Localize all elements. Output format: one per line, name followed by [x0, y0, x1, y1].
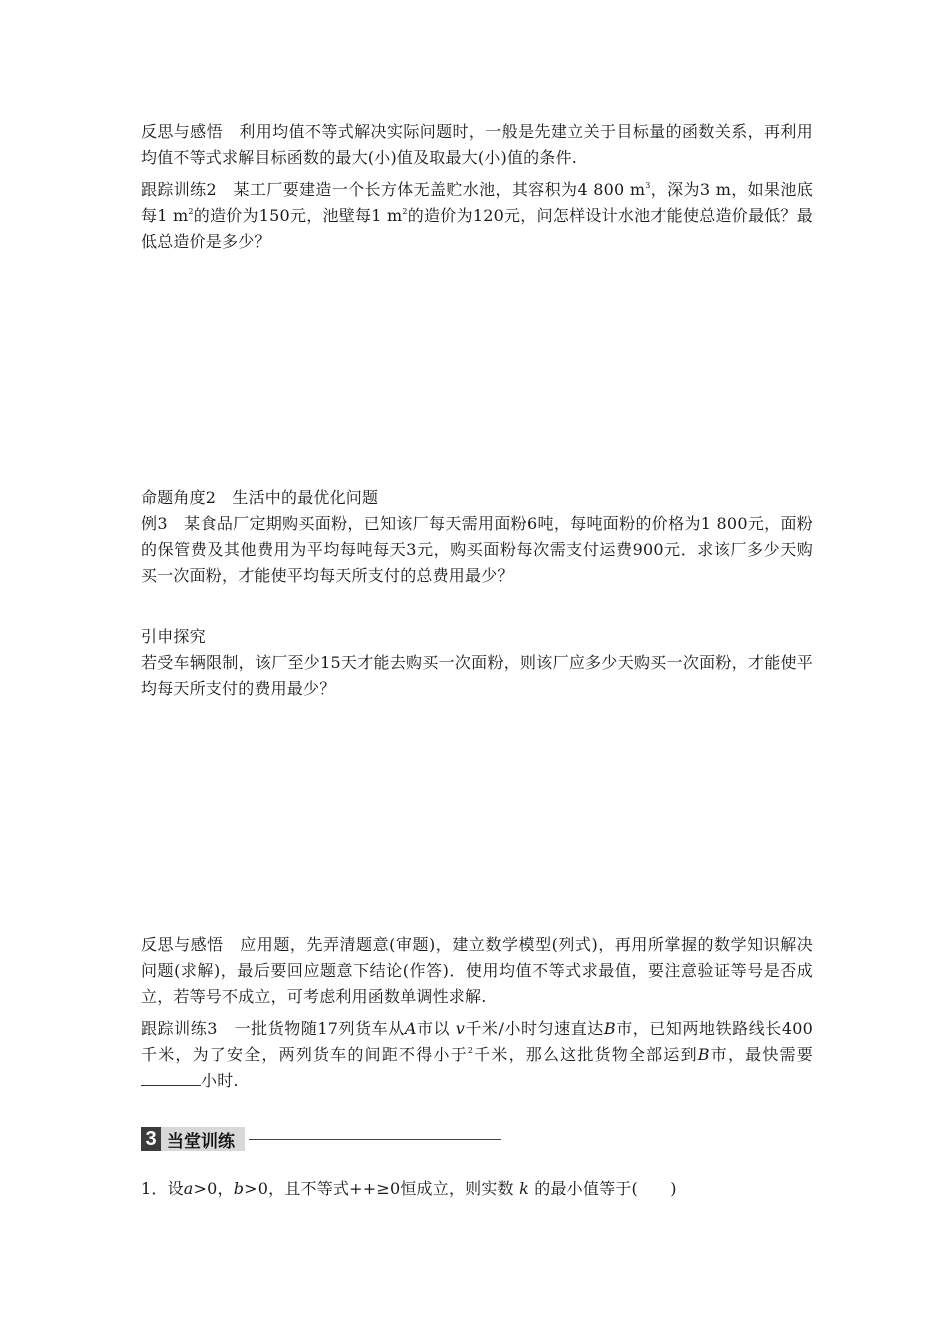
- extension-text: 若受车辆限制，该厂至少15天才能去购买一次面粉，则该厂应多少天购买一次面粉，才能使平均每天所支付的费用最少？: [141, 653, 813, 698]
- q1-text-2: >0，且不等式++≥0恒成立，则实数: [244, 1179, 514, 1198]
- reflection-label: 反思与感悟: [141, 122, 223, 141]
- training-3-text-f: 市，最快需要: [709, 1045, 813, 1064]
- superscript-2c: 2: [467, 1046, 474, 1055]
- city-b: B: [603, 1019, 616, 1038]
- training-2-text-c: 的造价为150元，池壁每1 m: [193, 206, 403, 225]
- speed-v: v: [455, 1019, 465, 1038]
- reflection-paragraph-2: [141, 932, 813, 1010]
- section-title: 当堂训练: [161, 1127, 245, 1151]
- city-b-2: B: [697, 1045, 710, 1064]
- reflection-2-label: 反思与感悟: [141, 935, 224, 954]
- training-3-text-g: 小时.: [201, 1071, 239, 1090]
- training-2-text-b: ，深为3 m，如果池底每1 m: [141, 180, 813, 225]
- angle-2-heading: [141, 485, 813, 511]
- training-2-text-d: 的造价为120元，问怎样设计水池才能使总造价最低？最低总造价是多少？: [141, 206, 813, 251]
- training-2-text-a: 某工厂要建造一个长方体无盖贮水池，其容积为4 800 m: [233, 180, 646, 199]
- extension-title: 引申探究: [141, 627, 206, 646]
- angle-2-text: 生活中的最优化问题: [232, 488, 379, 507]
- var-b: b: [233, 1179, 245, 1198]
- training-3-paragraph: [141, 1016, 813, 1094]
- example-3-label: 例3: [141, 514, 168, 533]
- example-3-text: 某食品厂定期购买面粉，已知该厂每天需用面粉6吨，每吨面粉的价格为1 800元，面粉的保管费及其他费用为平均每吨每天3元，购买面粉每次需支付运费900元．求该厂多少天购买一次面粉，才能使平均每天所支付的总费用最少？: [141, 514, 813, 585]
- section-divider: [249, 1139, 501, 1140]
- angle-2-label: 命题角度2: [141, 488, 217, 507]
- reflection-2-text: 应用题，先弄清题意(审题)，建立数学模型(列式)，再用所掌握的数学知识解决问题(求解)，最后要回应题意下结论(作答)．使用均值不等式求最值，要注意验证等号是否成立，若等号不成立，可考虑利用函数单调性求解.: [141, 935, 813, 1006]
- answer-blank[interactable]: [141, 1071, 201, 1086]
- reflection-paragraph-1: [141, 119, 813, 171]
- superscript-3: 3: [645, 181, 651, 190]
- var-k: k: [519, 1179, 529, 1198]
- q1-text-1: >0，: [193, 1179, 234, 1198]
- section-number: 3: [141, 1127, 161, 1151]
- q1-number: 1．设: [141, 1179, 184, 1198]
- section-header: [141, 1126, 501, 1152]
- superscript-2: 2: [188, 207, 194, 216]
- var-a: a: [183, 1179, 194, 1198]
- question-1: [141, 1176, 813, 1202]
- reflection-text: 利用均值不等式解决实际问题时，一般是先建立关于目标量的函数关系，再利用均值不等式求解目标函数的最大(小)值及取最大(小)值的条件.: [141, 122, 813, 167]
- training-3-text-d: 市，已知两地铁路线长400千米，为了安全，两列货车的间距不得小于: [141, 1019, 813, 1064]
- training-2-label: 跟踪训练2: [141, 180, 217, 199]
- training-3-text-c: 千米/小时匀速直达: [465, 1019, 604, 1038]
- example-3-paragraph: [141, 511, 813, 589]
- training-2-paragraph: [141, 177, 813, 255]
- training-3-text-e: 千米，那么这批货物全部运到: [473, 1045, 698, 1064]
- training-3-text-a: 一批货物随17列货车从: [234, 1019, 405, 1038]
- q1-text-3: 的最小值等于( ): [534, 1179, 677, 1198]
- training-3-text-b: 市以: [416, 1019, 451, 1038]
- training-3-label: 跟踪训练3: [141, 1019, 218, 1038]
- superscript-2b: 2: [402, 207, 408, 216]
- city-a: A: [404, 1019, 417, 1038]
